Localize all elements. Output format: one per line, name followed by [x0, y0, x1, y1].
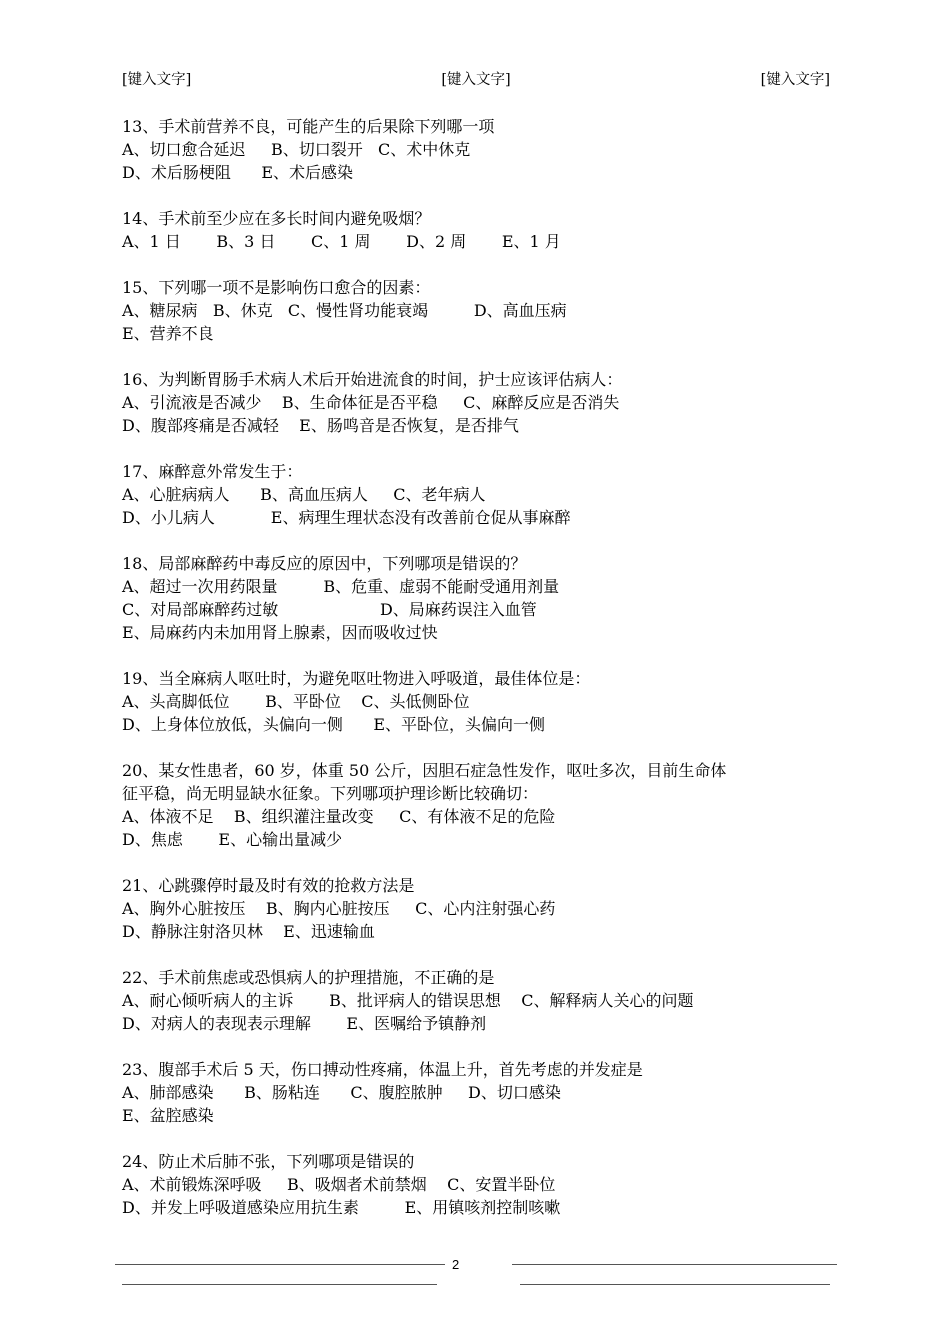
question-stem: 18、局部麻醉药中毒反应的原因中，下列哪项是错误的？ [122, 554, 527, 573]
answer-options-line: D、对病人的表现表示理解 E、医嘱给予镇静剂 [122, 1014, 487, 1033]
answer-options-line: A、头高脚低位 B、平卧位 C、头低侧卧位 [122, 692, 470, 711]
question-item [122, 966, 832, 1035]
question-stem-continued: 征平稳，尚无明显缺水征象。下列哪项护理诊断比较确切： [122, 784, 539, 803]
answer-options-line: E、营养不良 [122, 324, 214, 343]
question-stem: 23、腹部手术后 5 天，伤口搏动性疼痛，体温上升，首先考虑的并发症是 [122, 1060, 643, 1079]
answer-options-line: D、并发上呼吸道感染应用抗生素 E、用镇咳剂控制咳嗽 [122, 1198, 561, 1217]
question-stem: 20、某女性患者，60 岁，体重 50 公斤，因胆石症急性发作，呕吐多次，目前生命体 [122, 761, 727, 780]
question-stem: 19、当全麻病人呕吐时，为避免呕吐物进入呼吸道，最佳体位是： [122, 669, 591, 688]
question-stem: 17、麻醉意外常发生于： [122, 462, 303, 481]
question-item [122, 368, 832, 437]
question-item [122, 874, 832, 943]
question-stem: 16、为判断胃肠手术病人术后开始进流食的时间，护士应该评估病人： [122, 370, 623, 389]
answer-options-line: C、对局部麻醉药过敏 D、局麻药误注入血管 [122, 600, 537, 619]
answer-options-line: A、1 日 B、3 日 C、1 周 D、2 周 E、1 月 [122, 232, 561, 251]
question-list [122, 115, 832, 1242]
page-header [122, 68, 830, 90]
answer-options-line: D、小儿病人 E、病理生理状态没有改善前仓促从事麻醉 [122, 508, 571, 527]
page-number: 2 [452, 1257, 460, 1272]
question-stem: 14、手术前至少应在多长时间内避免吸烟？ [122, 209, 431, 228]
answer-options-line: D、焦虑 E、心输出量减少 [122, 830, 343, 849]
header-left-text: [键入文字] [122, 72, 192, 88]
answer-options-line: A、糖尿病 B、休克 C、慢性肾功能衰竭 D、高血压病 [122, 301, 567, 320]
question-item [122, 276, 832, 345]
question-item [122, 759, 832, 851]
question-stem: 22、手术前焦虑或恐惧病人的护理措施，不正确的是 [122, 968, 495, 987]
footer-rule-left-bottom [122, 1284, 437, 1285]
question-item [122, 1150, 832, 1219]
answer-options-line: A、耐心倾听病人的主诉 B、批评病人的错误思想 C、解释病人关心的问题 [122, 991, 694, 1010]
footer-rule-right-top [512, 1264, 837, 1265]
question-item [122, 460, 832, 529]
answer-options-line: D、术后肠梗阻 E、术后感染 [122, 163, 354, 182]
answer-options-line: A、超过一次用药限量 B、危重、虚弱不能耐受通用剂量 [122, 577, 560, 596]
answer-options-line: A、体液不足 B、组织灌注量改变 C、有体液不足的危险 [122, 807, 556, 826]
footer-rule-right-bottom [520, 1284, 830, 1285]
header-center-text: [键入文字] [441, 72, 511, 88]
question-item [122, 667, 832, 736]
answer-options-line: D、上身体位放低，头偏向一侧 E、平卧位，头偏向一侧 [122, 715, 546, 734]
answer-options-line: A、引流液是否减少 B、生命体征是否平稳 C、麻醉反应是否消失 [122, 393, 620, 412]
question-item [122, 115, 832, 184]
question-stem: 24、防止术后肺不张，下列哪项是错误的 [122, 1152, 415, 1171]
answer-options-line: A、心脏病病人 B、高血压病人 C、老年病人 [122, 485, 486, 504]
header-right-text: [键入文字] [760, 72, 830, 88]
question-item [122, 207, 832, 253]
answer-options-line: A、胸外心脏按压 B、胸内心脏按压 C、心内注射强心药 [122, 899, 556, 918]
answer-options-line: A、切口愈合延迟 B、切口裂开 C、术中休克 [122, 140, 471, 159]
footer-rule-left-top [115, 1264, 445, 1265]
question-stem: 13、手术前营养不良，可能产生的后果除下列哪一项 [122, 117, 495, 136]
answer-options-line: A、肺部感染 B、肠粘连 C、腹腔脓肿 D、切口感染 [122, 1083, 561, 1102]
question-stem: 15、下列哪一项不是影响伤口愈合的因素： [122, 278, 431, 297]
question-item [122, 1058, 832, 1127]
answer-options-line: D、腹部疼痛是否减轻 E、肠鸣音是否恢复，是否排气 [122, 416, 519, 435]
page-footer [0, 1255, 950, 1295]
answer-options-line: A、术前锻炼深呼吸 B、吸烟者术前禁烟 C、安置半卧位 [122, 1175, 556, 1194]
answer-options-line: E、盆腔感染 [122, 1106, 214, 1125]
answer-options-line: E、局麻药内未加用肾上腺素，因而吸收过快 [122, 623, 438, 642]
question-item [122, 552, 832, 644]
question-stem: 21、心跳骤停时最及时有效的抢救方法是 [122, 876, 415, 895]
answer-options-line: D、静脉注射洛贝林 E、迅速输血 [122, 922, 375, 941]
